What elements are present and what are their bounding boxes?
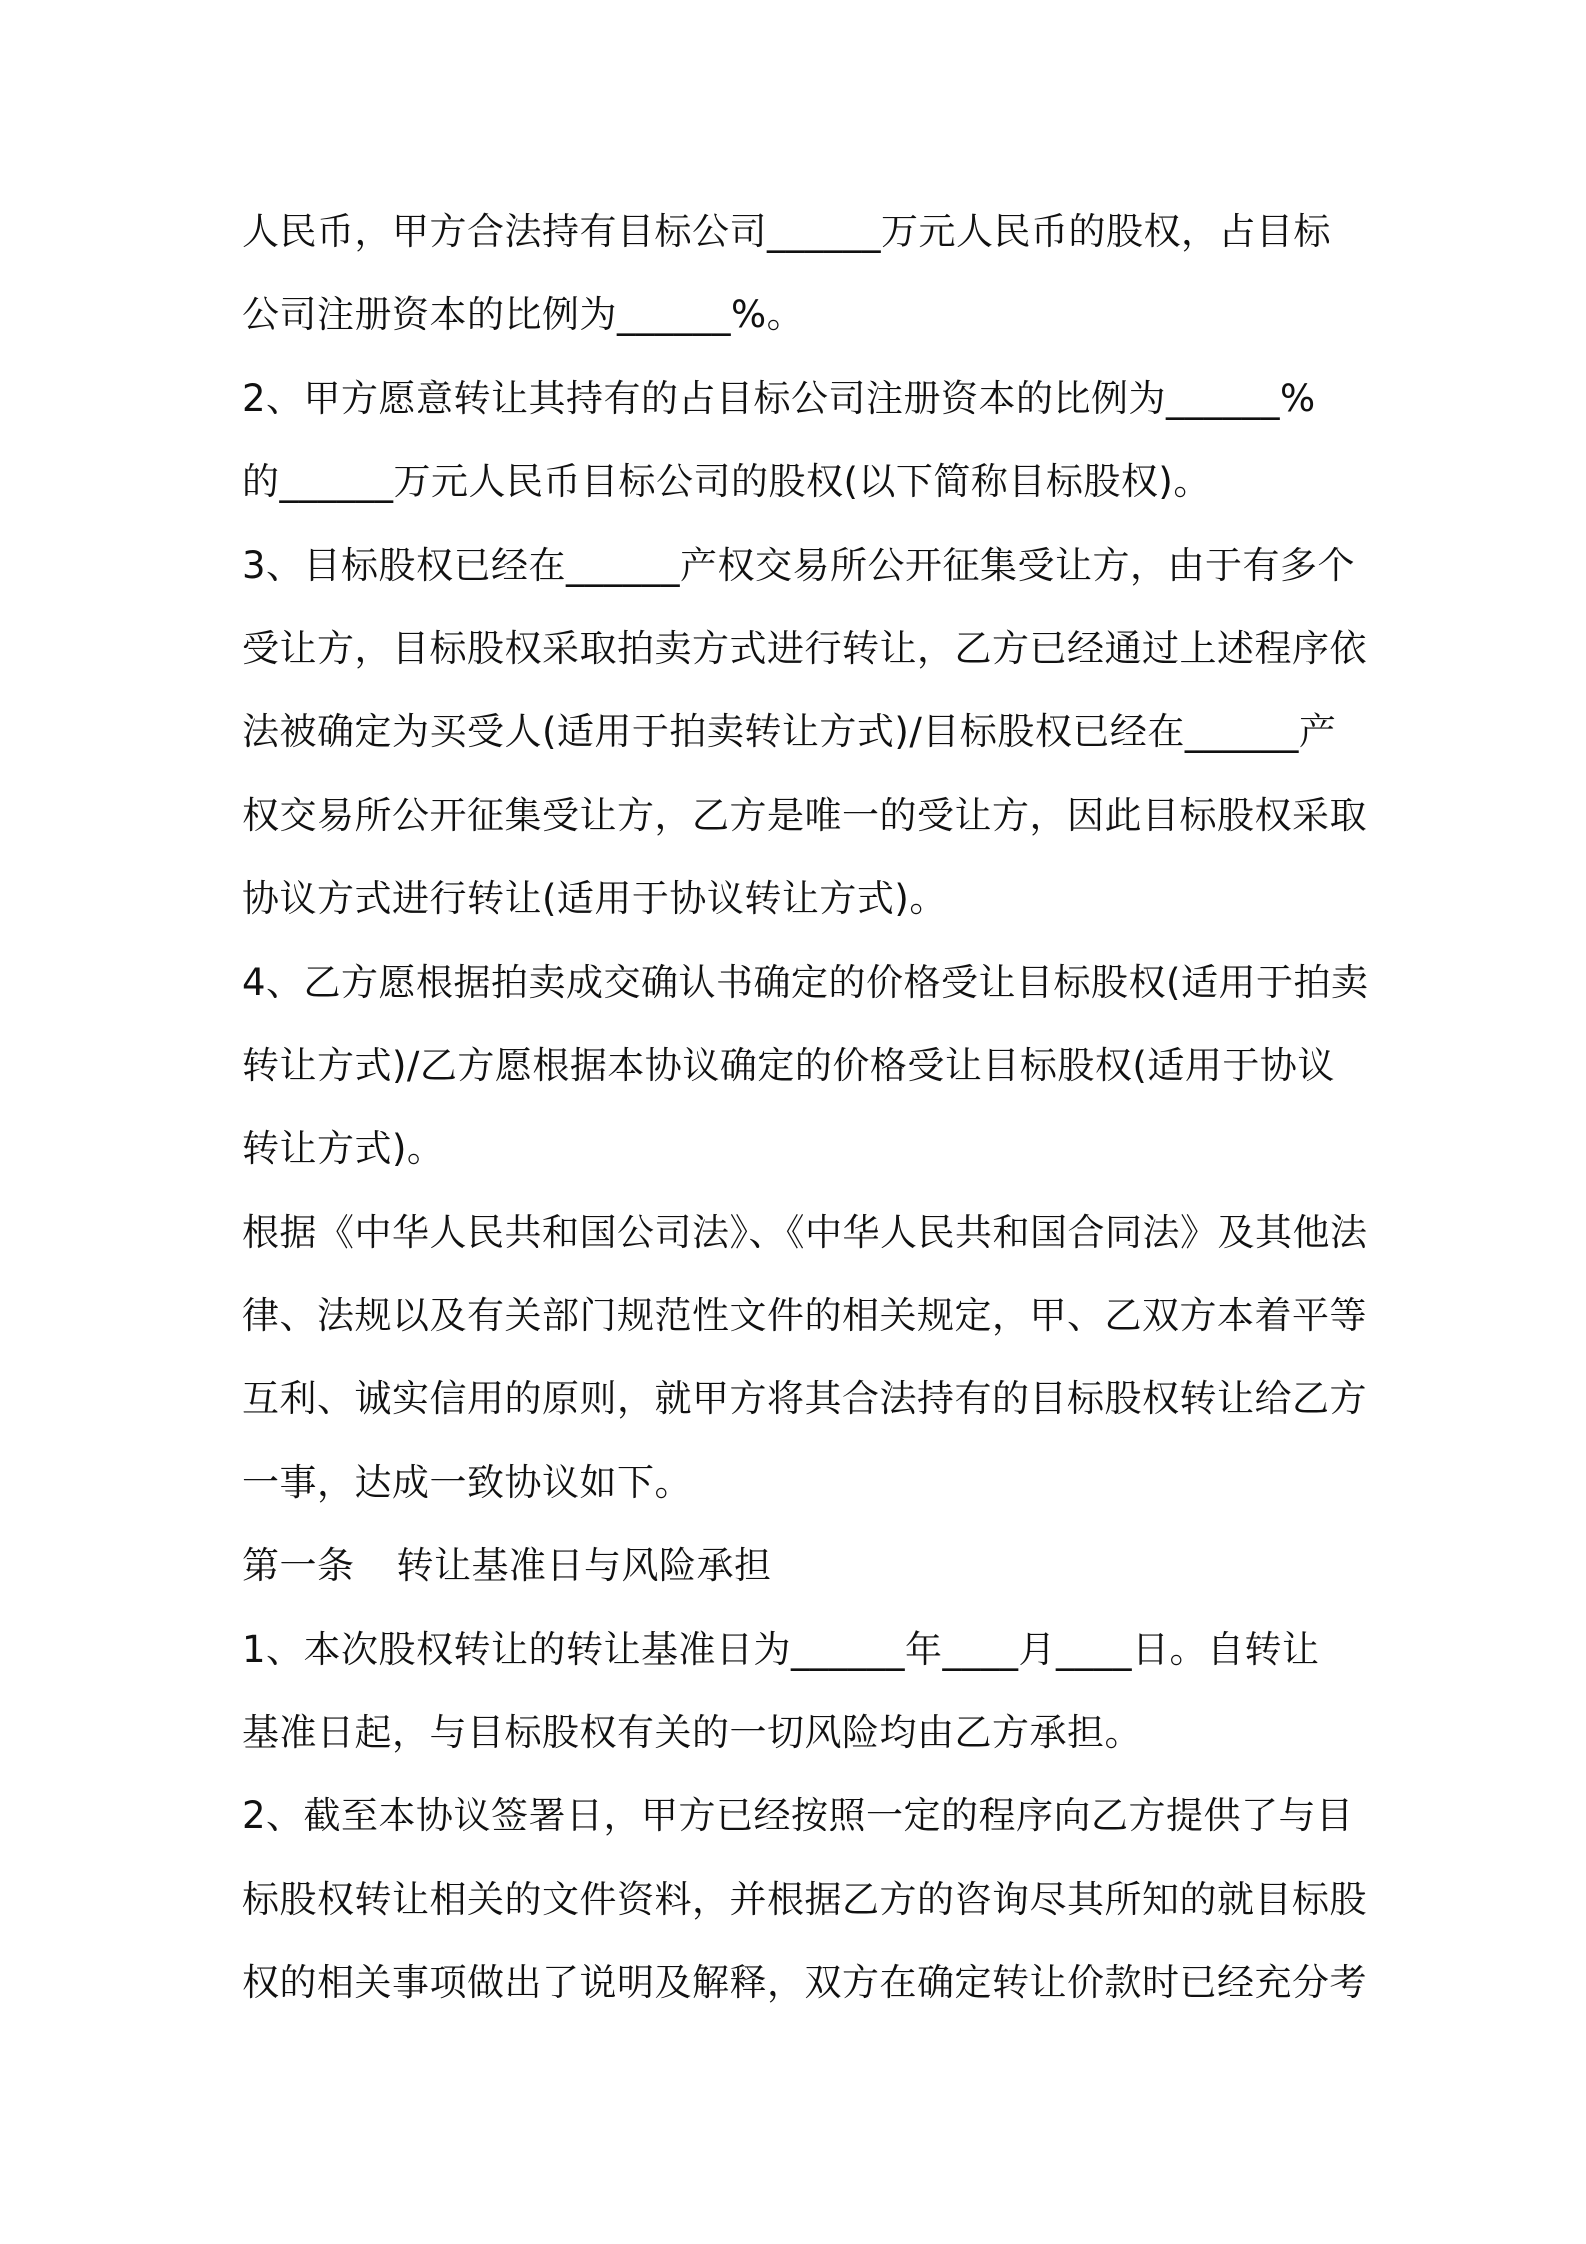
text-line: 标股权转让相关的文件资料，并根据乙方的咨询尽其所知的就目标股 — [242, 1877, 1367, 1921]
article-heading — [242, 1524, 1362, 1607]
text-line: 的______万元人民币目标公司的股权(以下简称目标股权)。 — [242, 460, 1211, 504]
text-line: 互利、诚实信用的原则，就甲方将其合法持有的目标股权转让给乙方 — [242, 1377, 1367, 1421]
text-line: 3、目标股权已经在______产权交易所公开征集受让方，由于有多个 — [242, 543, 1356, 587]
article-number: 第一条 — [242, 1544, 355, 1588]
text-line: 转让方式)。 — [242, 1127, 445, 1171]
text-line: 受让方，目标股权采取拍卖方式进行转让，乙方已经通过上述程序依 — [242, 626, 1367, 670]
text-line: 权的相关事项做出了说明及解释，双方在确定转让价款时已经充分考 — [242, 1961, 1367, 2005]
text-line: 1、本次股权转让的转让基准日为______年____月____日。自转让 — [242, 1627, 1320, 1671]
text-line: 转让方式)/乙方愿根据本协议确定的价格受让目标股权(适用于协议 — [242, 1043, 1335, 1087]
document-body — [242, 190, 1369, 2025]
text-line: 2、甲方愿意转让其持有的占目标公司注册资本的比例为______% — [242, 376, 1316, 420]
text-line: 律、法规以及有关部门规范性文件的相关规定，甲、乙双方本着平等 — [242, 1294, 1367, 1338]
article-title: 转让基准日与风险承担 — [396, 1544, 772, 1588]
text-line: 4、乙方愿根据拍卖成交确认书确定的价格受让目标股权(适用于拍卖 — [242, 960, 1369, 1004]
text-line: 一事，达成一致协议如下。 — [242, 1460, 692, 1504]
text-line: 人民币，甲方合法持有目标公司______万元人民币的股权，占目标 — [242, 210, 1331, 253]
text-line: 根据《中华人民共和国公司法》、《中华人民共和国合同法》及其他法 — [242, 1210, 1368, 1254]
text-line: 权交易所公开征集受让方，乙方是唯一的受让方，因此目标股权采取 — [242, 793, 1367, 837]
text-line: 协议方式进行转让(适用于协议转让方式)。 — [242, 877, 947, 921]
text-line: 基准日起，与目标股权有关的一切风险均由乙方承担。 — [242, 1711, 1142, 1755]
text-line: 2、截至本协议签署日，甲方已经按照一定的程序向乙方提供了与目 — [242, 1794, 1354, 1838]
text-line: 法被确定为买受人(适用于拍卖转让方式)/目标股权已经在______产 — [242, 710, 1337, 754]
text-line: 公司注册资本的比例为______%。 — [242, 293, 805, 337]
